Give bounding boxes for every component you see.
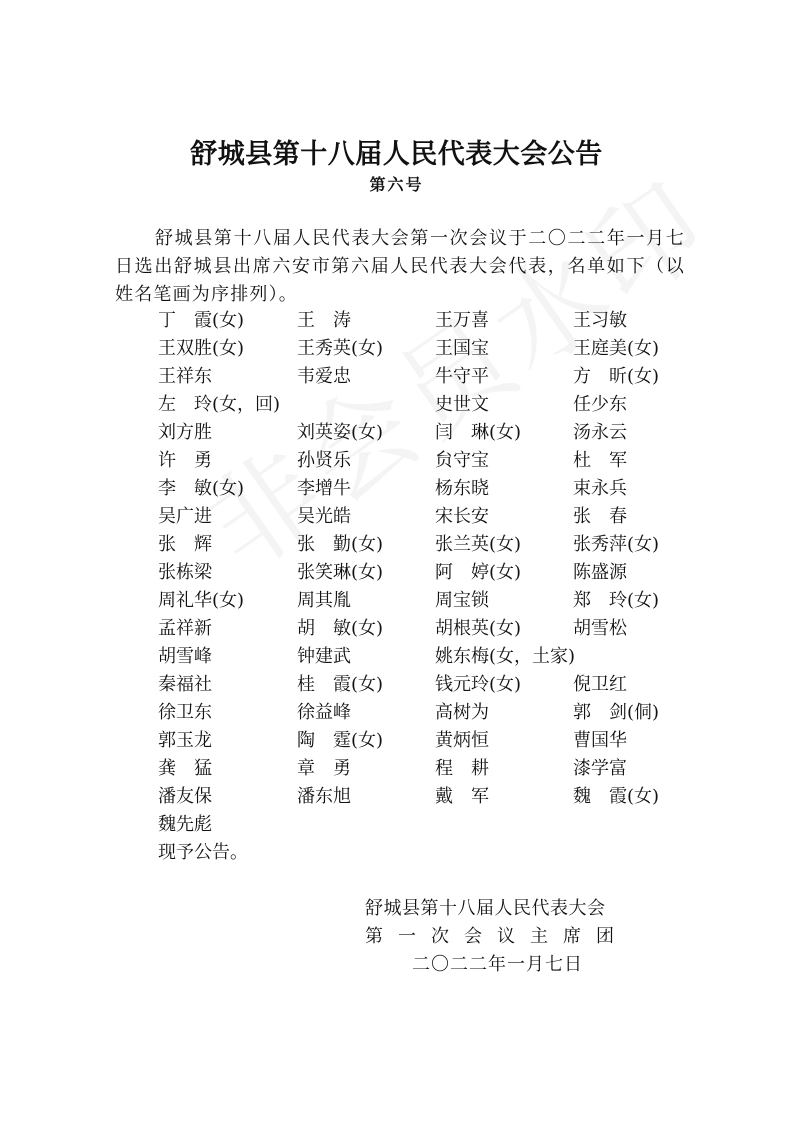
name-row (158, 503, 698, 531)
name-row (158, 615, 698, 643)
name-row (158, 307, 698, 335)
name-cell: 任少东 (573, 394, 627, 415)
name-cell: 杜 军 (573, 450, 627, 471)
name-cell: 宋长安 (435, 506, 489, 527)
name-row (158, 727, 698, 755)
name-cell: 张兰英(女) (435, 534, 522, 555)
name-cell: 胡雪峰 (158, 646, 212, 667)
name-cell: 倪卫红 (573, 674, 627, 695)
name-cell: 张栋梁 (158, 562, 212, 583)
name-cell: 许 勇 (158, 450, 212, 471)
name-cell: 王国宝 (435, 338, 489, 359)
name-row (158, 671, 698, 699)
name-cell: 龚 猛 (158, 758, 212, 779)
name-row (158, 699, 698, 727)
name-row (158, 783, 698, 811)
name-row (158, 643, 698, 671)
name-cell: 张秀萍(女) (573, 534, 660, 555)
name-row (158, 531, 698, 559)
name-cell: 魏 霞(女) (573, 786, 660, 807)
signature-date: 二〇二二年一月七日 (412, 954, 583, 975)
name-cell: 郑 玲(女) (573, 590, 660, 611)
name-row (158, 475, 698, 503)
name-cell: 周宝锁 (435, 590, 489, 611)
name-cell: 胡 敏(女) (297, 618, 384, 639)
signature-org: 舒城县第十八届人民代表大会 (365, 898, 606, 919)
name-cell: 孙贤乐 (297, 450, 351, 471)
signature-presidium: 第一次会议主席团 (365, 926, 629, 947)
intro-paragraph: 舒城县第十八届人民代表大会第一次会议于二〇二二年一月七日选出舒城县出席六安市第六届人民代表大会代表，名单如下（以姓名笔画为序排列）。 (115, 228, 685, 305)
name-cell: 陶 霆(女) (297, 730, 384, 751)
name-row (158, 335, 698, 363)
name-cell: 陈盛源 (573, 562, 627, 583)
name-cell: 潘友保 (158, 786, 212, 807)
name-cell: 吴广进 (158, 506, 212, 527)
name-row (158, 587, 698, 615)
name-row (158, 419, 698, 447)
name-cell: 曹国华 (573, 730, 627, 751)
name-row (158, 363, 698, 391)
name-cell: 钱元玲(女) (435, 674, 522, 695)
name-cell: 左 玲(女，回) (158, 394, 281, 415)
name-cell: 王秀英(女) (297, 338, 384, 359)
name-cell: 李 敏(女) (158, 478, 245, 499)
closing-text: 现予公告。 (158, 842, 248, 863)
name-row (158, 447, 698, 475)
name-cell: 周其胤 (297, 590, 351, 611)
name-cell: 王双胜(女) (158, 338, 245, 359)
name-cell: 姚东梅(女，土家) (435, 646, 576, 667)
name-cell: 张 辉 (158, 534, 212, 555)
name-cell: 魏先彪 (158, 814, 212, 835)
name-cell: 潘东旭 (297, 786, 351, 807)
name-cell: 胡雪松 (573, 618, 627, 639)
name-cell: 程 耕 (435, 758, 489, 779)
name-cell: 李增牛 (297, 478, 351, 499)
name-cell: 丁 霞(女) (158, 310, 245, 331)
name-cell: 吴光皓 (297, 506, 351, 527)
name-row (158, 755, 698, 783)
name-cell: 王万喜 (435, 310, 489, 331)
document-subtitle: 第六号 (369, 175, 424, 194)
name-cell: 戴 军 (435, 786, 489, 807)
name-cell: 章 勇 (297, 758, 351, 779)
name-cell: 王习敏 (573, 310, 627, 331)
name-cell: 郭 剑(侗) (573, 702, 660, 723)
name-cell: 束永兵 (573, 478, 627, 499)
name-row (158, 811, 698, 839)
name-cell: 胡根英(女) (435, 618, 522, 639)
name-cell: 方 昕(女) (573, 366, 660, 387)
name-cell: 杨东晓 (435, 478, 489, 499)
name-cell: 王 涛 (297, 310, 351, 331)
name-cell: 徐益峰 (297, 702, 351, 723)
name-cell: 郭玉龙 (158, 730, 212, 751)
name-cell: 漆学富 (573, 758, 627, 779)
name-cell: 牛守平 (435, 366, 489, 387)
name-cell: 刘英姿(女) (297, 422, 384, 443)
name-cell: 黄炳恒 (435, 730, 489, 751)
name-row (158, 391, 698, 419)
name-cell: 闫 琳(女) (435, 422, 522, 443)
name-cell: 汤永云 (573, 422, 627, 443)
name-cell: 钟建武 (297, 646, 351, 667)
name-cell: 张 勤(女) (297, 534, 384, 555)
name-cell: 王祥东 (158, 366, 212, 387)
name-cell: 贠守宝 (435, 450, 489, 471)
name-cell: 桂 霞(女) (297, 674, 384, 695)
name-cell: 周礼华(女) (158, 590, 245, 611)
name-cell: 秦福社 (158, 674, 212, 695)
name-cell: 韦爱忠 (297, 366, 351, 387)
name-list (158, 307, 698, 839)
name-row (158, 559, 698, 587)
name-cell: 刘方胜 (158, 422, 212, 443)
name-cell: 张笑琳(女) (297, 562, 384, 583)
document-title: 舒城县第十八届人民代表大会公告 (190, 139, 603, 170)
name-cell: 张 春 (573, 506, 627, 527)
name-cell: 孟祥新 (158, 618, 212, 639)
name-cell: 徐卫东 (158, 702, 212, 723)
name-cell: 阿 婷(女) (435, 562, 522, 583)
name-cell: 王庭美(女) (573, 338, 660, 359)
name-cell: 高树为 (435, 702, 489, 723)
name-cell: 史世文 (435, 394, 489, 415)
